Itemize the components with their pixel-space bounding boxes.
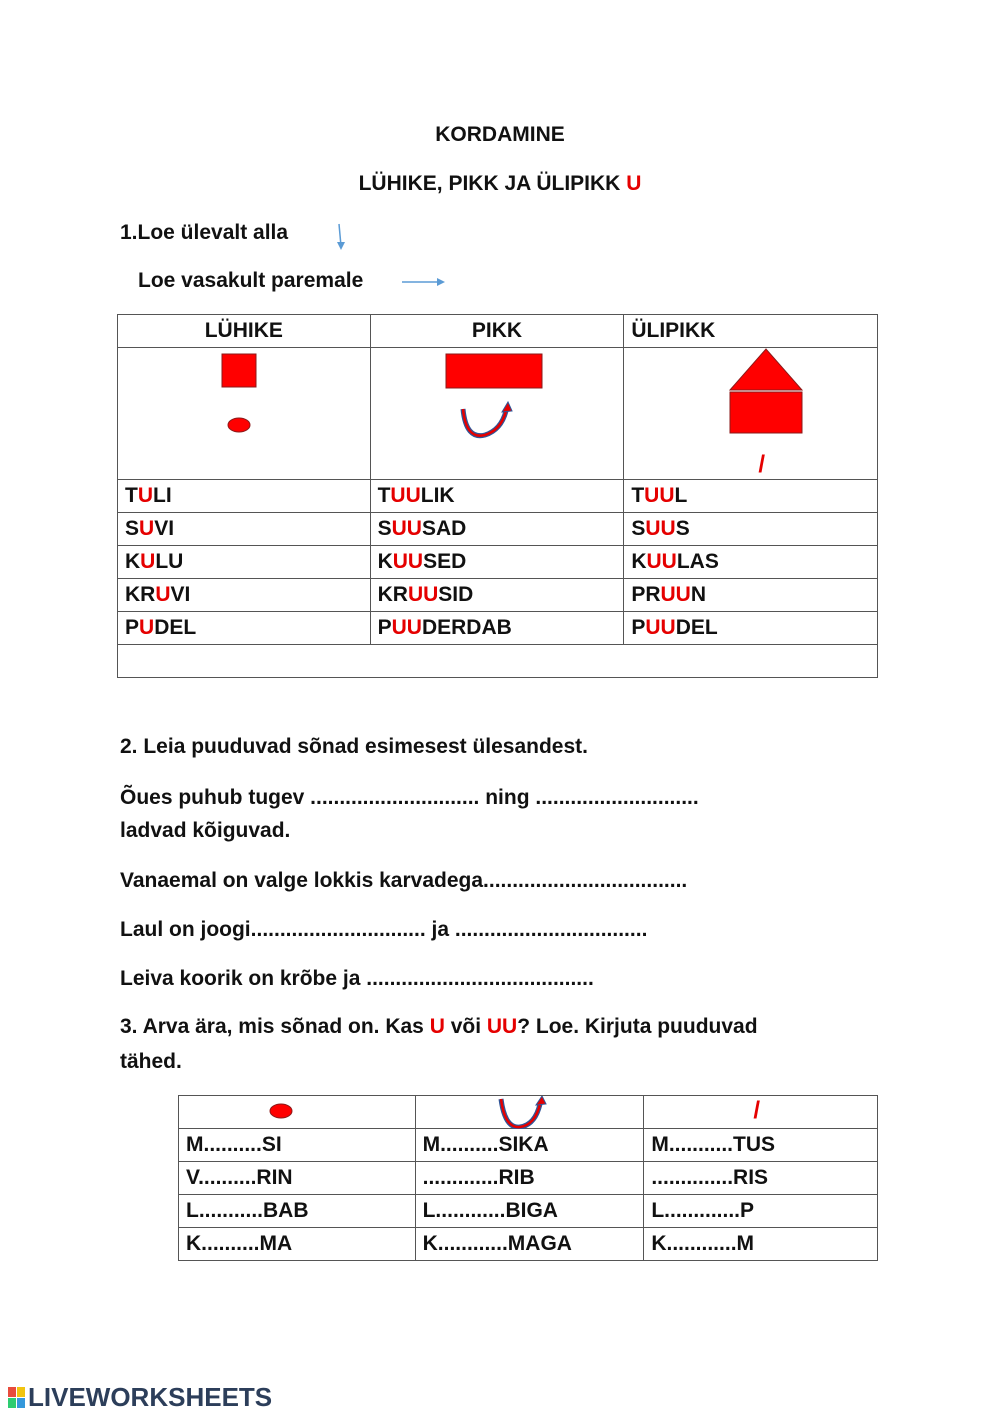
word-extra-long: PRUUN [624,579,878,612]
header-long: PIKK [370,315,624,348]
fill-word[interactable]: K..........MA [179,1228,416,1261]
page-subtitle [0,172,1000,196]
table-u-lengths [117,314,878,678]
task1-line2: Loe vasakult paremale [138,269,364,292]
short-dot-icon [228,418,250,432]
fill-word[interactable]: L...........BAB [179,1195,416,1228]
fill-word[interactable]: ..............RIS [644,1162,878,1195]
table-row [118,513,878,546]
table-row-empty [118,645,878,678]
header-extra-long: ÜLIPIKK [624,315,878,348]
arrow-right-icon [401,276,447,288]
sentence-4: Leiva koorik on krõbe ja ....................................... [120,967,594,990]
fill-word[interactable]: M..........SIKA [415,1129,644,1162]
sentence-2: Vanaemal on valge lokkis karvadega................................... [120,869,688,892]
sentence-1: Õues puhub tugev ............................. ning ............................ [120,786,699,809]
symbol-cell-short [118,348,371,480]
word-short: KRUVI [118,579,371,612]
slash-mark: / [758,451,765,478]
word-long: TUULIK [370,480,624,513]
table-row [118,579,878,612]
fill-word[interactable]: K............M [644,1228,878,1261]
table-row [179,1195,878,1228]
symbol-short [179,1096,416,1129]
symbol-long [415,1096,644,1129]
liveworksheets-logo [8,1382,272,1413]
symbol-cell-long [370,348,624,480]
word-extra-long: KUULAS [624,546,878,579]
sentence-1-cont: ladvad kõiguvad. [120,819,291,842]
task1-line1: 1.Loe ülevalt alla [120,221,289,244]
table-fill-letters [178,1095,878,1261]
task2-heading: 2. Leia puuduvad sõnad esimesest ülesandest. [120,735,588,758]
long-symbols [371,348,625,480]
table-row [118,612,878,645]
small-square-icon [222,354,256,387]
word-long: KUUSED [370,546,624,579]
word-short: TULI [118,480,371,513]
subtitle-text: LÜHIKE, PIKK JA ÜLIPIKK [358,172,621,195]
fill-word[interactable]: V..........RIN [179,1162,416,1195]
fill-word[interactable]: .............RIB [415,1162,644,1195]
slash-mark: / [753,1097,761,1124]
word-short: PUDEL [118,612,371,645]
short-symbols [118,348,371,480]
fill-word[interactable]: L.............P [644,1195,878,1228]
short-dot-icon [270,1104,292,1118]
header-short: LÜHIKE [118,315,371,348]
sentence-3: Laul on joogi.............................. ja ................................. [120,918,648,941]
word-long: PUUDERDAB [370,612,624,645]
house-body-icon [730,392,802,433]
arrow-down-icon [333,222,347,252]
fill-word[interactable]: M...........TUS [644,1129,878,1162]
table-row [179,1228,878,1261]
word-long: SUUSAD [370,513,624,546]
task3-heading-cont: tähed. [120,1050,182,1073]
table-row [118,480,878,513]
fill-word[interactable]: M..........SI [179,1129,416,1162]
task3-heading: 3. Arva ära, mis sõnad on. Kas U või UU? Loe. Kirjuta puuduvad [120,1015,758,1038]
fill-word[interactable]: L............BIGA [415,1195,644,1228]
table-row [179,1129,878,1162]
fill-word[interactable]: K............MAGA [415,1228,644,1261]
symbol-cell-extra-long [624,348,878,480]
word-short: SUVI [118,513,371,546]
extra-long-symbols [624,348,878,480]
house-roof-icon [730,349,802,390]
word-extra-long: SUUS [624,513,878,546]
page-title: KORDAMINE [435,123,565,146]
table-row [179,1162,878,1195]
word-short: KULU [118,546,371,579]
symbol-extra-long [644,1096,878,1129]
subtitle-highlight: U [626,172,642,195]
logo-text: LIVEWORKSHEETS [28,1382,273,1412]
empty-cell [118,645,878,678]
word-extra-long: PUUDEL [624,612,878,645]
table-row [118,546,878,579]
long-curve-icon [501,1099,540,1127]
logo-mark-icon [8,1387,26,1409]
word-long: KRUUSID [370,579,624,612]
word-extra-long: TUUL [624,480,878,513]
long-rectangle-icon [446,354,542,388]
